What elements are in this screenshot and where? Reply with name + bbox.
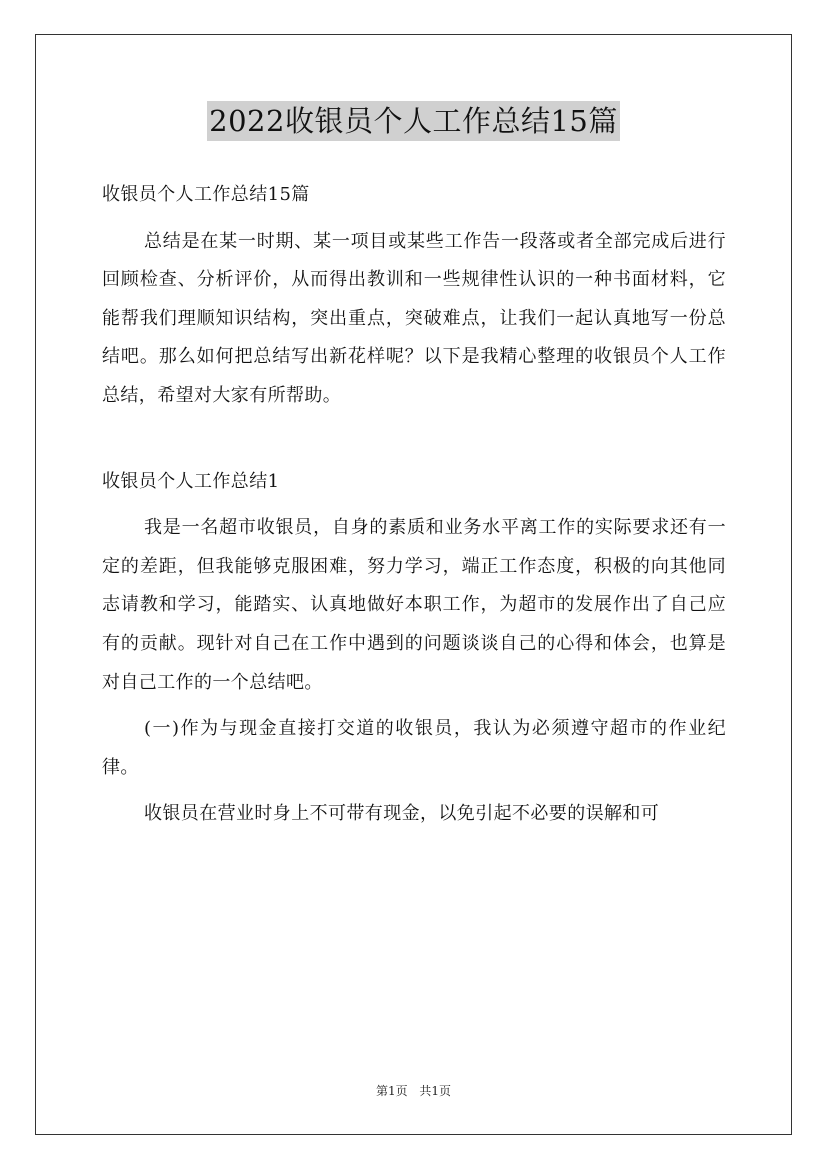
body-paragraph: 我是一名超市收银员，自身的素质和业务水平离工作的实际要求还有一定的差距，但我能够克服困难，努力学习，端正工作态度，积极的向其他同志请教和学习，能踏实、认真地做好本职工作，为超市的发展作出了自己应有的贡献。现针对自己在工作中遇到的问题谈谈自己的心得和体会，也算是对自己工作的一个总结吧。 <box>102 517 726 693</box>
spacer <box>102 455 726 463</box>
spacer <box>102 215 726 223</box>
intro-paragraph: 总结是在某一时期、某一项目或某些工作告一段落或者全部完成后进行回顾检查、分析评价，从而得出教训和一些规律性认识的一种书面材料，它能帮我们理顺知识结构，突出重点，突破难点，让我们一起认真地写一份总结吧。那么如何把总结写出新花样呢？以下是我精心整理的收银员个人工作总结，希望对大家有所帮助。 <box>102 230 726 406</box>
page-number: 第1页 <box>375 1084 408 1098</box>
page-total: 共1页 <box>419 1084 452 1098</box>
section-heading: 收银员个人工作总结1 <box>102 470 280 492</box>
spacer <box>102 501 726 509</box>
page-footer <box>0 1082 827 1099</box>
document-subtitle: 收银员个人工作总结15篇 <box>102 184 310 205</box>
title-container <box>0 101 827 141</box>
spacer <box>102 416 726 455</box>
spacer <box>102 702 726 710</box>
document-body <box>102 176 726 834</box>
body-paragraph: (一)作为与现金直接打交道的收银员，我认为必须遵守超市的作业纪律。 <box>102 718 726 778</box>
body-paragraph: 收银员在营业时身上不可带有现金，以免引起不必要的误解和可 <box>144 803 660 825</box>
spacer <box>102 787 726 795</box>
document-title: 2022收银员个人工作总结15篇 <box>207 101 620 141</box>
